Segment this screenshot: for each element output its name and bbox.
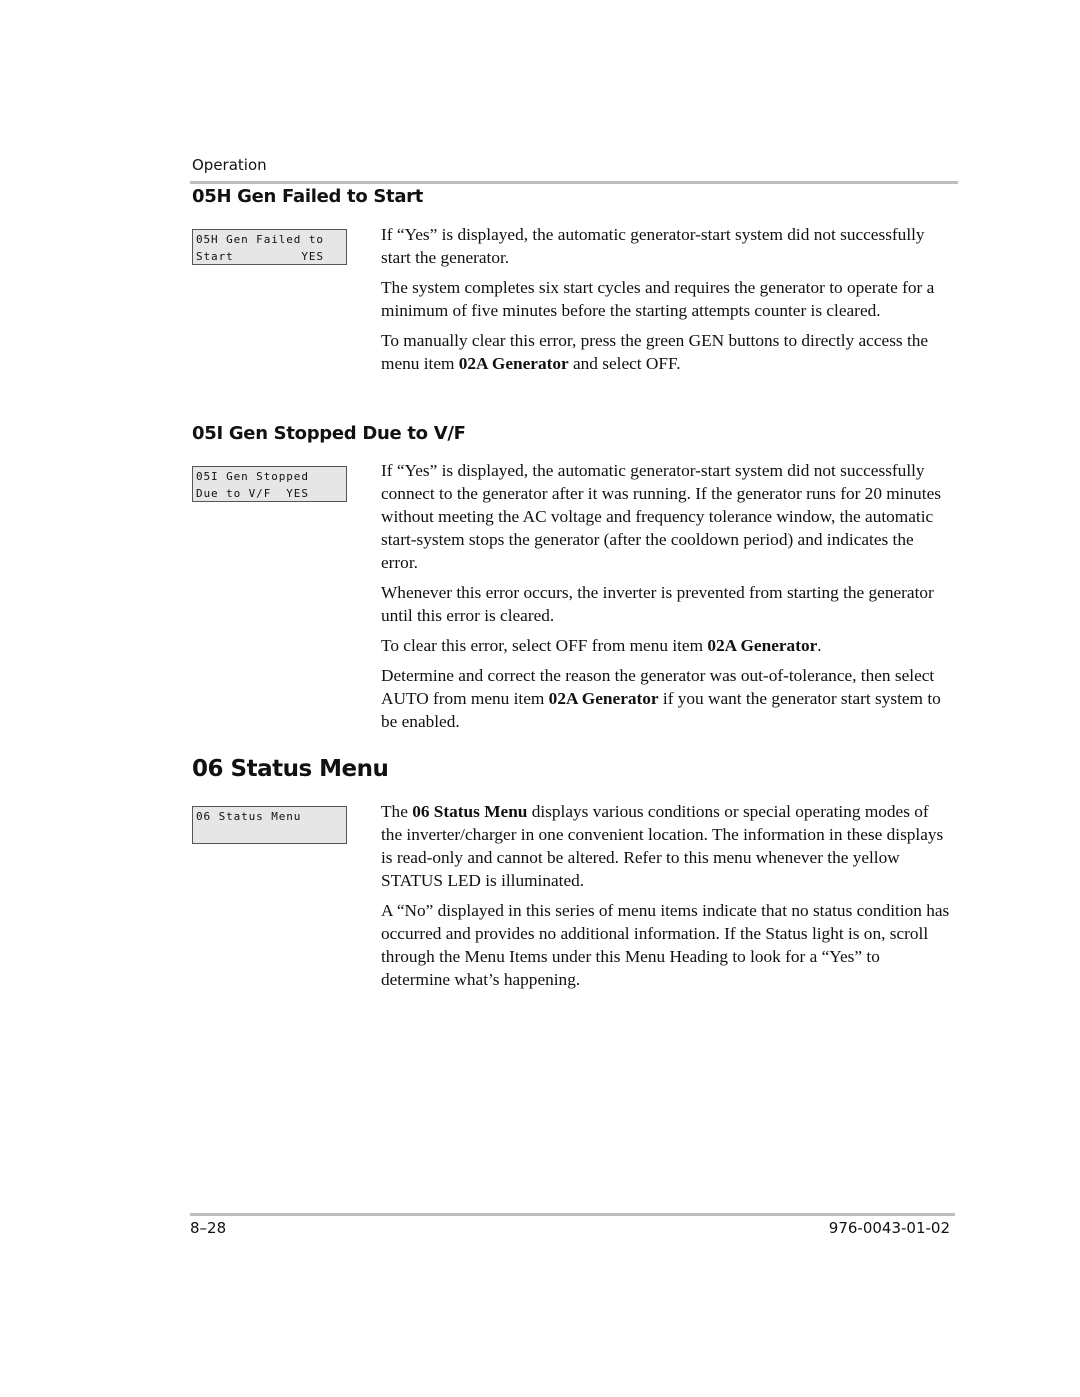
section-body <box>381 223 953 382</box>
lcd-line: 06 Status Menu <box>196 810 302 823</box>
text-run: . <box>817 636 822 655</box>
running-head: Operation <box>192 156 267 174</box>
lcd-display-05i <box>192 466 347 502</box>
paragraph <box>381 664 953 733</box>
text-run: and select OFF. <box>568 354 681 373</box>
lcd-line: 05H Gen Failed to <box>196 233 324 246</box>
bold-menu-reference: 02A Generator <box>707 636 818 655</box>
text-run: The system completes six start cycles and requires the generator to operate for a minimum of five minutes before the starting attempts counter is cleared. <box>381 278 935 320</box>
section-heading-06: 06 Status Menu <box>192 756 389 782</box>
bold-menu-reference: 06 Status Menu <box>412 802 528 821</box>
text-run: To clear this error, select OFF from menu item <box>381 636 708 655</box>
header-rule <box>190 181 958 184</box>
paragraph <box>381 276 953 322</box>
text-run: if you want the generator start system to be enabled. <box>381 689 941 731</box>
paragraph <box>381 581 953 627</box>
bold-menu-reference: 02A Generator <box>458 354 569 373</box>
paragraph <box>381 634 953 657</box>
text-run: To manually clear this error, press the green GEN buttons to directly access the menu item <box>381 331 929 373</box>
text-run: displays various conditions or special operating modes of the inverter/charger in one convenient location. The information in these displays is read-only and cannot be altered. Refer to this menu whenever the yellow STATUS LED is illuminated. <box>381 802 944 890</box>
page-number: 8–28 <box>190 1219 227 1237</box>
paragraph <box>381 459 953 574</box>
section-heading-05h: 05H Gen Failed to Start <box>192 186 424 207</box>
text-run: Whenever this error occurs, the inverter is prevented from starting the generator until this error is cleared. <box>381 583 934 625</box>
lcd-display-05h <box>192 229 347 265</box>
document-number: 976-0043-01-02 <box>828 1219 950 1237</box>
text-run: If “Yes” is displayed, the automatic generator-start system did not successfully start the generator. <box>381 225 925 267</box>
lcd-line: Due to V/F YES <box>196 487 309 500</box>
paragraph <box>381 223 953 269</box>
lcd-line: 05I Gen Stopped <box>196 470 309 483</box>
text-run: The <box>381 802 413 821</box>
text-run: Determine and correct the reason the generator was out-of-tolerance, then select AUTO from menu item <box>381 666 935 708</box>
section-body <box>381 800 953 998</box>
paragraph <box>381 899 953 991</box>
lcd-line: Start YES <box>196 250 324 263</box>
paragraph <box>381 329 953 375</box>
bold-menu-reference: 02A Generator <box>548 689 659 708</box>
lcd-display-06 <box>192 806 347 844</box>
paragraph <box>381 800 953 892</box>
text-run: If “Yes” is displayed, the automatic generator-start system did not successfully connect to the generator after it was running. If the generator runs for 20 minutes without meeting the AC voltage and frequency tolerance window, the automatic start-system stops the generator (after the cooldown period) and indicates the error. <box>381 461 942 572</box>
text-run: A “No” displayed in this series of menu items indicate that no status condition has occurred and provides no additional information. If the Status light is on, scroll through the Menu Items under this Menu Heading to look for a “Yes” to determine what’s happening. <box>381 901 950 989</box>
section-heading-05i: 05I Gen Stopped Due to V/F <box>192 423 466 444</box>
section-body <box>381 459 953 740</box>
footer-rule <box>190 1213 955 1216</box>
